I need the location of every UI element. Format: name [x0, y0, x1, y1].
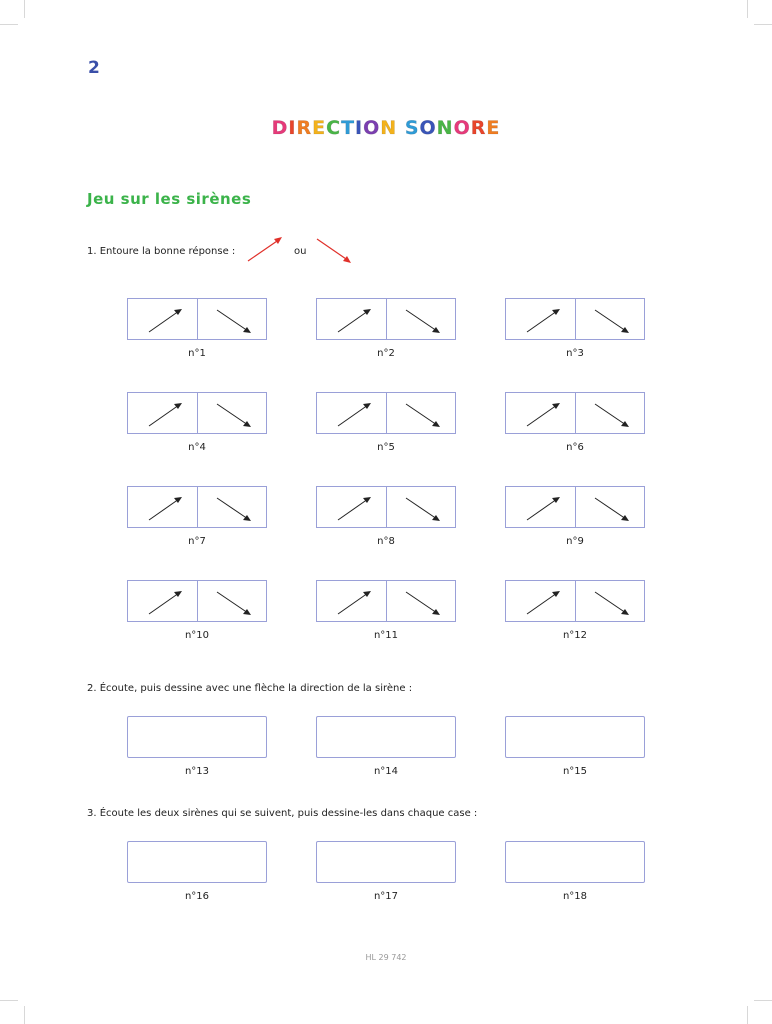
- item-number-label: n°4: [188, 442, 206, 453]
- item-number-label: n°17: [373, 891, 399, 902]
- red-arrow-up-icon: [245, 234, 285, 264]
- title-letter: [397, 117, 405, 139]
- page-title: [0, 117, 772, 139]
- item-number-label: n°11: [373, 630, 399, 641]
- item-number-label: n°18: [562, 891, 588, 902]
- exercise2-instruction: 2. Écoute, puis dessine avec une flèche la direction de la sirène :: [87, 683, 413, 694]
- arrow-down-icon[interactable]: [406, 498, 440, 521]
- answer-box[interactable]: [316, 392, 456, 434]
- answer-box[interactable]: [127, 298, 267, 340]
- title-letter: O: [363, 117, 381, 139]
- answer-box[interactable]: [316, 486, 456, 528]
- title-letter: T: [341, 117, 356, 139]
- arrow-down-icon[interactable]: [406, 310, 440, 333]
- arrow-up-icon[interactable]: [149, 309, 182, 332]
- arrow-up-icon[interactable]: [338, 403, 371, 426]
- title-letter: N: [380, 117, 398, 139]
- footer-code: HL 29 742: [365, 953, 407, 962]
- answer-box[interactable]: [316, 580, 456, 622]
- title-letter: R: [296, 117, 313, 139]
- drawing-box[interactable]: [505, 716, 645, 758]
- crop-mark: [754, 24, 772, 25]
- item-number-label: n°5: [377, 442, 395, 453]
- drawing-box[interactable]: [316, 716, 456, 758]
- crop-mark: [24, 1006, 25, 1024]
- item-number-label: n°3: [566, 348, 584, 359]
- crop-mark: [0, 1000, 18, 1001]
- item-number-label: n°1: [188, 348, 206, 359]
- item-number-label: n°9: [566, 536, 584, 547]
- arrow-up-icon[interactable]: [527, 309, 560, 332]
- arrow-up-icon[interactable]: [527, 591, 560, 614]
- arrow-up-icon[interactable]: [527, 497, 560, 520]
- answer-box[interactable]: [127, 486, 267, 528]
- arrow-down-icon[interactable]: [595, 310, 629, 333]
- answer-box[interactable]: [127, 580, 267, 622]
- item-number-label: n°7: [188, 536, 206, 547]
- answer-box[interactable]: [505, 580, 645, 622]
- or-label: ou: [294, 246, 307, 257]
- arrow-up-icon[interactable]: [149, 591, 182, 614]
- title-letter: O: [419, 117, 437, 139]
- crop-mark: [754, 1000, 772, 1001]
- page-number: 2: [88, 58, 100, 78]
- red-arrow-down-icon: [314, 236, 354, 266]
- answer-box[interactable]: [316, 298, 456, 340]
- item-number-label: n°13: [184, 766, 210, 777]
- arrow-down-icon[interactable]: [595, 592, 629, 615]
- exercise3-instruction: 3. Écoute les deux sirènes qui se suivent, puis dessine-les dans chaque case :: [87, 808, 478, 819]
- title-letter: R: [470, 117, 487, 139]
- answer-box[interactable]: [505, 392, 645, 434]
- arrow-up-icon[interactable]: [149, 497, 182, 520]
- arrow-down-icon[interactable]: [217, 310, 251, 333]
- answer-box[interactable]: [127, 392, 267, 434]
- title-letter: I: [355, 117, 364, 139]
- answer-box[interactable]: [505, 298, 645, 340]
- crop-mark: [24, 0, 25, 18]
- item-number-label: n°6: [566, 442, 584, 453]
- arrow-down-icon[interactable]: [595, 498, 629, 521]
- arrow-up-icon[interactable]: [338, 591, 371, 614]
- answer-box[interactable]: [505, 486, 645, 528]
- title-letter: E: [486, 117, 501, 139]
- drawing-box[interactable]: [127, 716, 267, 758]
- item-number-label: n°15: [562, 766, 588, 777]
- title-letter: D: [271, 117, 289, 139]
- item-number-label: n°2: [377, 348, 395, 359]
- item-number-label: n°12: [562, 630, 588, 641]
- drawing-box[interactable]: [505, 841, 645, 883]
- arrow-up-icon[interactable]: [149, 403, 182, 426]
- arrow-down-icon[interactable]: [217, 498, 251, 521]
- arrow-down-icon[interactable]: [217, 592, 251, 615]
- section-title: Jeu sur les sirènes: [87, 190, 252, 208]
- arrow-up-icon[interactable]: [338, 497, 371, 520]
- arrow-down-icon[interactable]: [217, 404, 251, 427]
- title-letter: N: [436, 117, 454, 139]
- drawing-box[interactable]: [127, 841, 267, 883]
- crop-mark: [0, 24, 18, 25]
- item-number-label: n°8: [377, 536, 395, 547]
- crop-mark: [747, 1006, 748, 1024]
- item-number-label: n°14: [373, 766, 399, 777]
- item-number-label: n°16: [184, 891, 210, 902]
- title-letter: S: [404, 117, 420, 139]
- arrow-down-icon[interactable]: [595, 404, 629, 427]
- title-letter: E: [312, 117, 327, 139]
- title-letter: I: [288, 117, 297, 139]
- title-letter: C: [326, 117, 342, 139]
- title-letter: O: [453, 117, 471, 139]
- crop-mark: [747, 0, 748, 18]
- arrow-down-icon[interactable]: [406, 592, 440, 615]
- item-number-label: n°10: [184, 630, 210, 641]
- arrow-down-icon[interactable]: [406, 404, 440, 427]
- drawing-box[interactable]: [316, 841, 456, 883]
- exercise1-instruction: 1. Entoure la bonne réponse :: [87, 246, 236, 257]
- arrow-up-icon[interactable]: [338, 309, 371, 332]
- arrow-up-icon[interactable]: [527, 403, 560, 426]
